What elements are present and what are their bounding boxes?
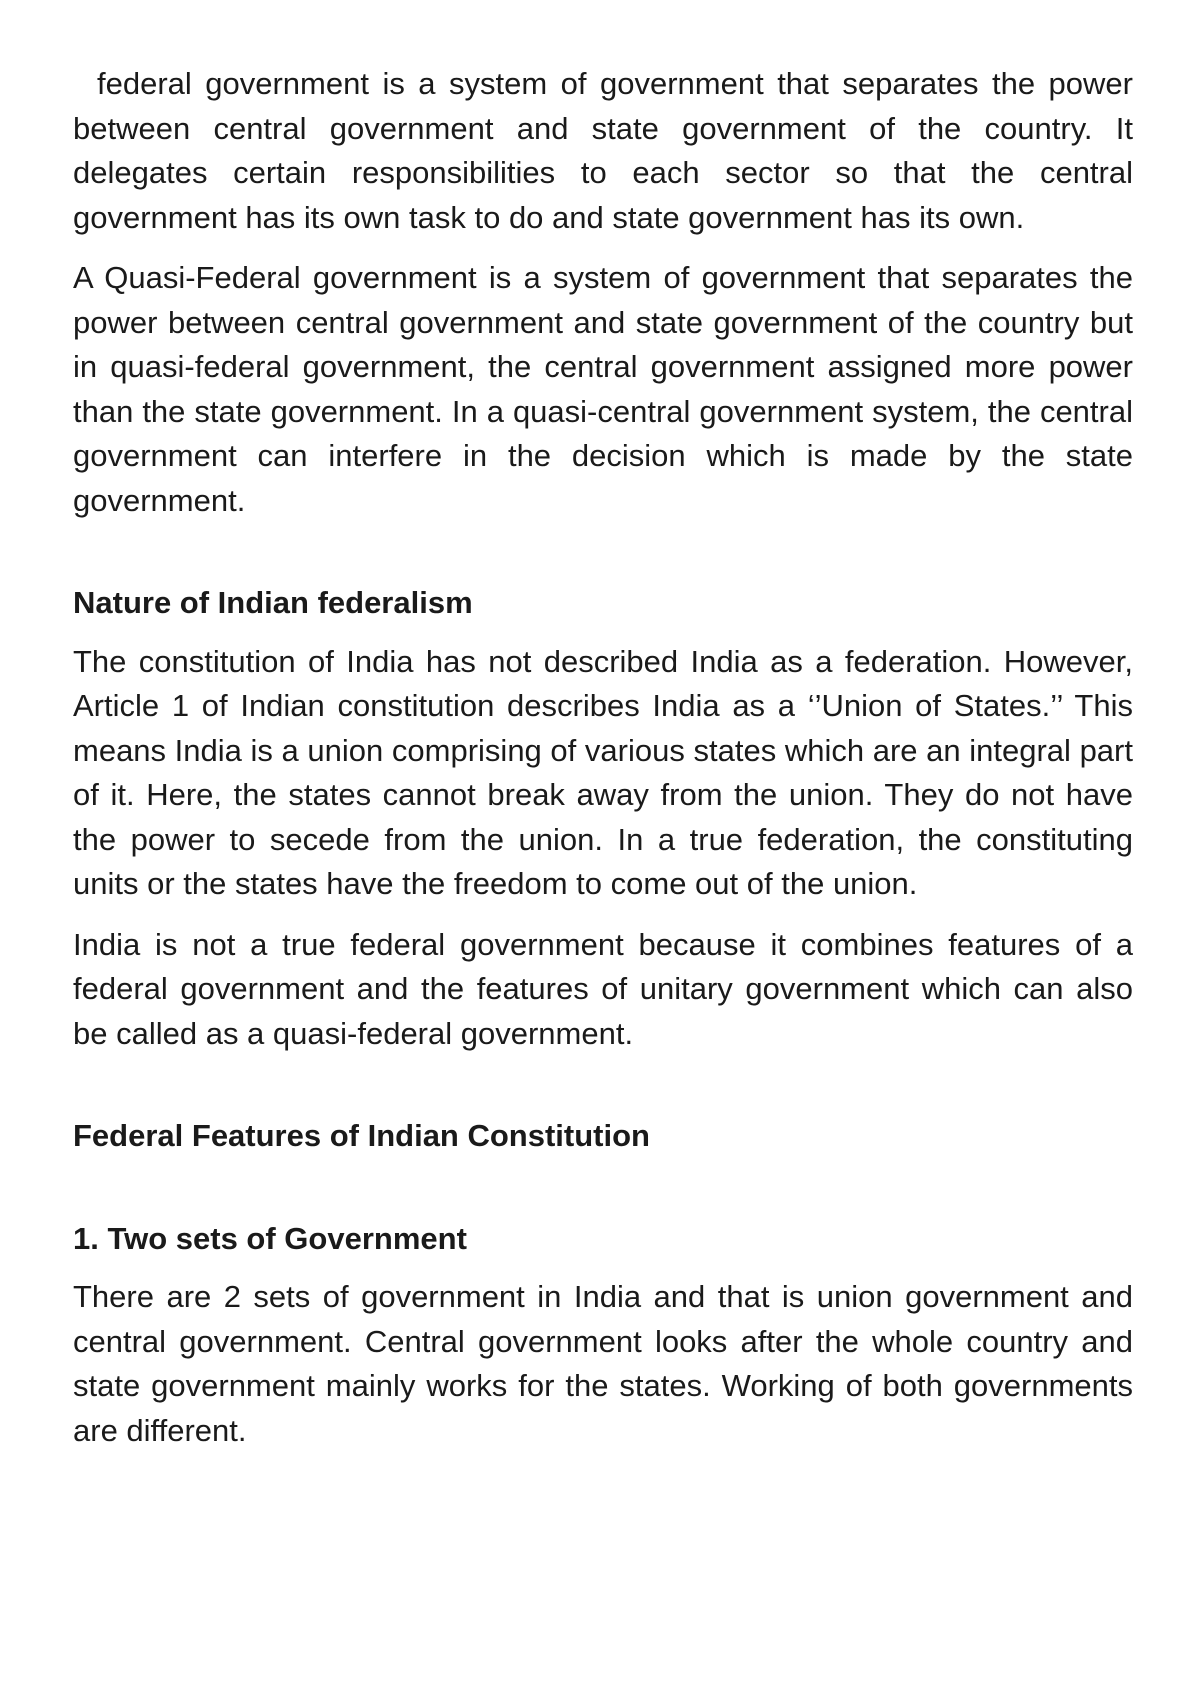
paragraph-two-sets-of-government: There are 2 sets of government in India and that is union government and central government. Central government looks after the whole country and state government mainly works for the states. Working of both governments are different. [73, 1279, 1133, 1448]
paragraph-quasi-federal-government: A Quasi-Federal government is a system of government that separates the power between central government and state government of the country but in quasi-federal government, the central government assigned more power than the state government. In a quasi-central government system, the central government can interfere in the decision which is made by the state government. [73, 260, 1133, 518]
subheading-two-sets-of-government: 1. Two sets of Government [73, 1220, 467, 1256]
paragraph-not-true-federal: India is not a true federal government because it combines features of a federal government and the features of unitary government which can also be called as a quasi-federal government. [73, 926, 1133, 1051]
paragraph-federal-government [73, 62, 1133, 240]
paragraph-constitution-union-of-states: The constitution of India has not described India as a federation. However, Article 1 of Indian constitution describes India as a ‘’Union of States.’’ This means India is a union comprising of various states which are an integral part of it. Here, the states cannot break away from the union. They do not have the power to secede from the union. In a true federation, the constituting units or the states have the freedom to come out of the union. [73, 643, 1133, 901]
heading-federal-features: Federal Features of Indian Constitution [73, 1118, 650, 1153]
paragraph-federal-government-text: federal government is a system of government that separates the power between central government and state government of the country. It delegates certain responsibilities to each sector so that the central government has its own task to do and state government has its own. [73, 66, 1133, 235]
document-page [73, 62, 1133, 1453]
heading-nature-of-indian-federalism: Nature of Indian federalism [73, 585, 473, 620]
